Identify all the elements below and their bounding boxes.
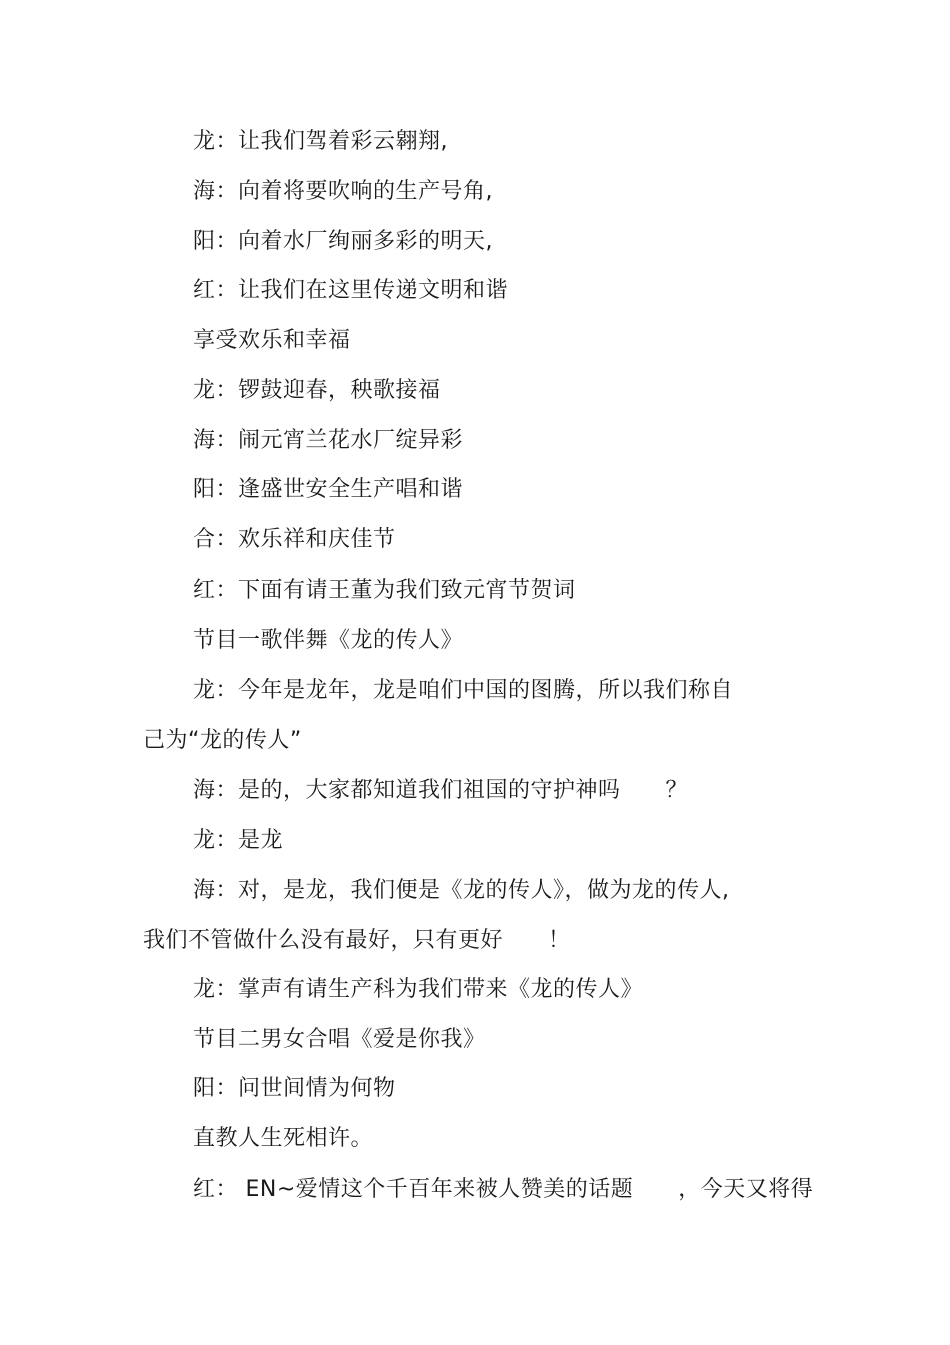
script-line: 龙：锣鼓迎春，秧歌接福 [193, 378, 441, 403]
script-line: 直教人生死相许。 [193, 1126, 374, 1151]
script-line: 海：向着将要吹响的生产号角, [193, 179, 493, 204]
script-line: 龙：今年是龙年，龙是咱们中国的图腾，所以我们称自 [193, 678, 734, 703]
script-line: 龙：是龙 [193, 828, 284, 853]
script-line: 红：让我们在这里传递文明和谐 [193, 278, 509, 303]
script-line: 海：闹元宵兰花水厂绽异彩 [193, 428, 464, 453]
program-title: 节目二男女合唱《爱是你我》 [193, 1027, 486, 1052]
script-line: 红：下面有请王董为我们致元宵节贺词 [193, 578, 576, 603]
script-line: 阳：问世间情为何物 [193, 1076, 396, 1101]
script-line: 龙：让我们驾着彩云翱翔, [193, 129, 448, 154]
script-line: 享受欢乐和幸福 [193, 328, 351, 353]
script-line: 阳：向着水厂绚丽多彩的明天, [193, 229, 493, 254]
script-line: 红： EN~爱情这个千百年来被人赞美的话题 ，今天又将得 [193, 1177, 814, 1202]
script-line: 海：对，是龙，我们便是《龙的传人》，做为龙的传人, [193, 878, 730, 903]
script-line-continued: 己为“龙的传人” [143, 728, 302, 753]
script-line-continued: 我们不管做什么没有最好，只有更好 ！ [143, 928, 571, 953]
script-line: 龙：掌声有请生产科为我们带来《龙的传人》 [193, 977, 644, 1002]
script-line: 阳：逢盛世安全生产唱和谐 [193, 477, 464, 502]
program-title: 节目一歌伴舞《龙的传人》 [193, 628, 464, 653]
script-line: 海：是的，大家都知道我们祖国的守护神吗 ？ [193, 778, 689, 803]
script-line: 合：欢乐祥和庆佳节 [193, 527, 396, 552]
